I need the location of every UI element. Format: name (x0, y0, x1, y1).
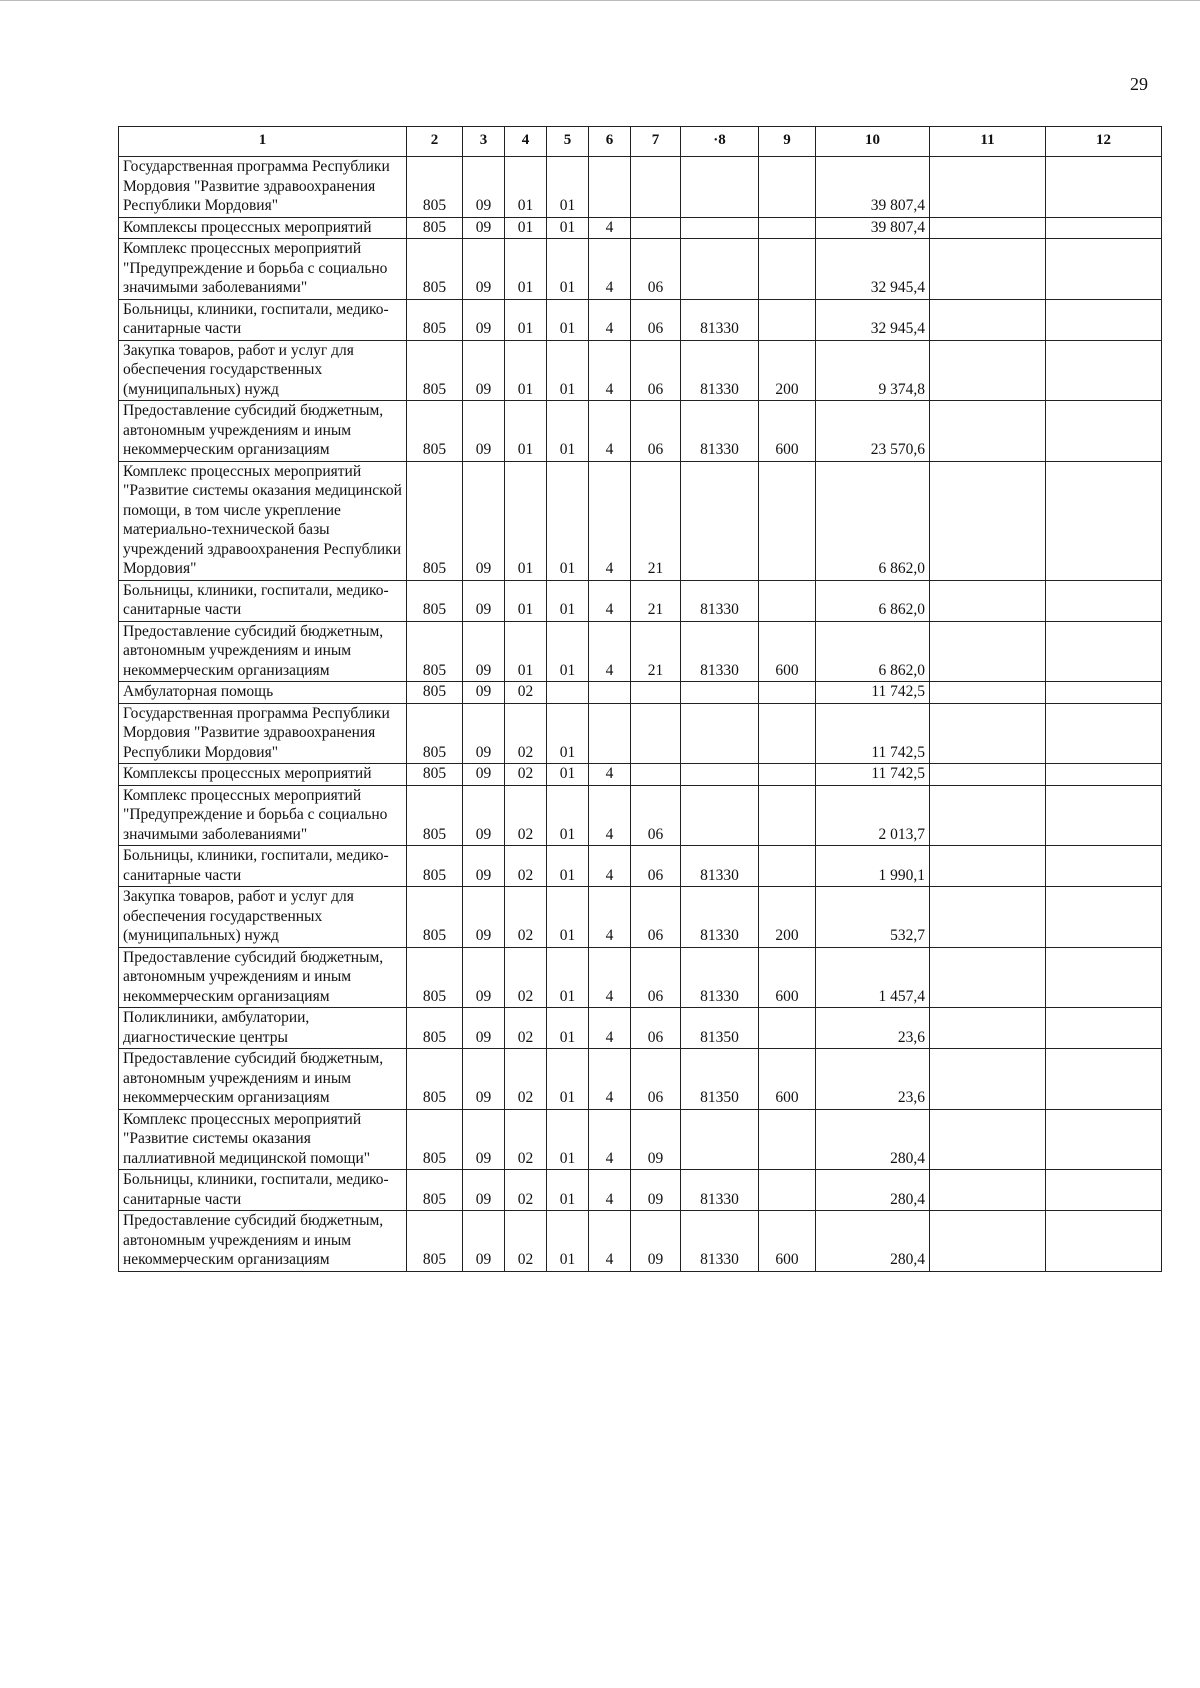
col8-code: 81350 (681, 1008, 759, 1049)
col5-code: 01 (547, 764, 589, 786)
col7-code (631, 703, 681, 764)
row-name: Государственная программа Республики Мордовия "Развитие здравоохранения Республики Мордовия" (119, 157, 407, 218)
col10-amount: 6 862,0 (816, 621, 930, 682)
col11-amount (930, 846, 1046, 887)
col12-amount (1046, 401, 1162, 462)
col11-amount (930, 887, 1046, 948)
col8-code (681, 217, 759, 239)
col5-code: 01 (547, 1109, 589, 1170)
col7-code: 09 (631, 1109, 681, 1170)
col7-code: 06 (631, 299, 681, 340)
col2-code: 805 (407, 764, 463, 786)
col10-amount: 23,6 (816, 1049, 930, 1110)
col8-code (681, 682, 759, 704)
col11-amount (930, 1008, 1046, 1049)
col11-amount (930, 1109, 1046, 1170)
col7-code (631, 764, 681, 786)
row-name: Больницы, клиники, госпитали, медико-санитарные части (119, 299, 407, 340)
col11-amount (930, 703, 1046, 764)
col9-code (759, 846, 816, 887)
page-number: 29 (1130, 74, 1148, 94)
col2-code: 805 (407, 461, 463, 580)
col8-code (681, 239, 759, 300)
col11-amount (930, 401, 1046, 462)
table-row (119, 703, 1162, 764)
col9-code (759, 239, 816, 300)
col9-code (759, 1170, 816, 1211)
row-name: Больницы, клиники, госпитали, медико-санитарные части (119, 846, 407, 887)
col2-code: 805 (407, 340, 463, 401)
col7-code: 06 (631, 1008, 681, 1049)
col7-code: 06 (631, 401, 681, 462)
col4-code: 01 (505, 621, 547, 682)
col6-code: 4 (589, 846, 631, 887)
col11-amount (930, 764, 1046, 786)
col3-code: 09 (463, 682, 505, 704)
row-name: Предоставление субсидий бюджетным, автономным учреждениям и иным некоммерческим организациям (119, 1211, 407, 1272)
table-row (119, 621, 1162, 682)
col12-amount (1046, 1109, 1162, 1170)
col12-amount (1046, 621, 1162, 682)
table-row (119, 1211, 1162, 1272)
col3-code: 09 (463, 703, 505, 764)
table-row (119, 764, 1162, 786)
col7-code: 21 (631, 580, 681, 621)
row-name: Комплексы процессных мероприятий (119, 764, 407, 786)
col3-code: 09 (463, 1211, 505, 1272)
col7-code: 06 (631, 785, 681, 846)
col10-amount: 2 013,7 (816, 785, 930, 846)
col2-code: 805 (407, 846, 463, 887)
col3-code: 09 (463, 846, 505, 887)
col6-code: 4 (589, 1109, 631, 1170)
col2-code: 805 (407, 299, 463, 340)
col5-code: 01 (547, 461, 589, 580)
col-header-4: 4 (505, 127, 547, 157)
col6-code: 4 (589, 947, 631, 1008)
table-row (119, 682, 1162, 704)
col5-code: 01 (547, 947, 589, 1008)
col7-code: 06 (631, 947, 681, 1008)
col2-code: 805 (407, 401, 463, 462)
col3-code: 09 (463, 340, 505, 401)
col-header-12: 12 (1046, 127, 1162, 157)
col7-code (631, 682, 681, 704)
col6-code: 4 (589, 764, 631, 786)
col4-code: 02 (505, 682, 547, 704)
col10-amount: 11 742,5 (816, 703, 930, 764)
col4-code: 02 (505, 1170, 547, 1211)
col10-amount: 32 945,4 (816, 299, 930, 340)
col-header-6: 6 (589, 127, 631, 157)
col4-code: 02 (505, 947, 547, 1008)
col9-code: 200 (759, 887, 816, 948)
col3-code: 09 (463, 239, 505, 300)
col8-code: 81330 (681, 1211, 759, 1272)
col3-code: 09 (463, 580, 505, 621)
col4-code: 02 (505, 785, 547, 846)
col3-code: 09 (463, 157, 505, 218)
row-name: Комплекс процессных мероприятий "Предупреждение и борьба с социально значимыми заболеваниями" (119, 239, 407, 300)
col9-code (759, 217, 816, 239)
col5-code: 01 (547, 239, 589, 300)
col5-code: 01 (547, 703, 589, 764)
col5-code: 01 (547, 1211, 589, 1272)
col11-amount (930, 239, 1046, 300)
row-name: Комплексы процессных мероприятий (119, 217, 407, 239)
col9-code (759, 157, 816, 218)
col9-code (759, 1109, 816, 1170)
col5-code: 01 (547, 887, 589, 948)
col5-code: 01 (547, 157, 589, 218)
col7-code: 21 (631, 621, 681, 682)
col4-code: 02 (505, 703, 547, 764)
col9-code: 600 (759, 401, 816, 462)
col4-code: 02 (505, 1049, 547, 1110)
col5-code: 01 (547, 1170, 589, 1211)
table-row (119, 461, 1162, 580)
budget-table (118, 126, 1162, 1272)
table-row (119, 299, 1162, 340)
col12-amount (1046, 887, 1162, 948)
col8-code (681, 461, 759, 580)
table-row (119, 785, 1162, 846)
table-row (119, 157, 1162, 218)
col4-code: 01 (505, 401, 547, 462)
col8-code: 81330 (681, 947, 759, 1008)
col2-code: 805 (407, 1211, 463, 1272)
col5-code: 01 (547, 340, 589, 401)
col4-code: 01 (505, 580, 547, 621)
col12-amount (1046, 703, 1162, 764)
col3-code: 09 (463, 764, 505, 786)
col10-amount: 532,7 (816, 887, 930, 948)
col-header-5: 5 (547, 127, 589, 157)
col9-code: 600 (759, 621, 816, 682)
col10-amount: 11 742,5 (816, 764, 930, 786)
col2-code: 805 (407, 682, 463, 704)
col2-code: 805 (407, 887, 463, 948)
col4-code: 02 (505, 764, 547, 786)
col2-code: 805 (407, 217, 463, 239)
col-header-10: 10 (816, 127, 930, 157)
col12-amount (1046, 1211, 1162, 1272)
col8-code: 81330 (681, 887, 759, 948)
col9-code: 200 (759, 340, 816, 401)
col4-code: 01 (505, 157, 547, 218)
col10-amount: 280,4 (816, 1170, 930, 1211)
col9-code (759, 764, 816, 786)
col9-code (759, 785, 816, 846)
row-name: Больницы, клиники, госпитали, медико-санитарные части (119, 580, 407, 621)
table-row (119, 947, 1162, 1008)
table-row (119, 1170, 1162, 1211)
col7-code: 06 (631, 887, 681, 948)
col7-code: 09 (631, 1211, 681, 1272)
table-row (119, 1049, 1162, 1110)
col9-code: 600 (759, 1211, 816, 1272)
col2-code: 805 (407, 785, 463, 846)
col2-code: 805 (407, 1049, 463, 1110)
table-row (119, 239, 1162, 300)
col8-code (681, 764, 759, 786)
col3-code: 09 (463, 1008, 505, 1049)
col11-amount (930, 1211, 1046, 1272)
col2-code: 805 (407, 1109, 463, 1170)
col4-code: 01 (505, 340, 547, 401)
col11-amount (930, 1049, 1046, 1110)
row-name: Государственная программа Республики Мордовия "Развитие здравоохранения Республики Мордовия" (119, 703, 407, 764)
col6-code: 4 (589, 621, 631, 682)
row-name: Предоставление субсидий бюджетным, автономным учреждениям и иным некоммерческим организациям (119, 947, 407, 1008)
col4-code: 02 (505, 887, 547, 948)
col12-amount (1046, 239, 1162, 300)
table-row (119, 1008, 1162, 1049)
row-name: Закупка товаров, работ и услуг для обеспечения государственных (муниципальных) нужд (119, 340, 407, 401)
col2-code: 805 (407, 621, 463, 682)
col11-amount (930, 785, 1046, 846)
col10-amount: 23 570,6 (816, 401, 930, 462)
col2-code: 805 (407, 1170, 463, 1211)
col5-code: 01 (547, 217, 589, 239)
col-header-1: 1 (119, 127, 407, 157)
col12-amount (1046, 947, 1162, 1008)
col9-code (759, 299, 816, 340)
col12-amount (1046, 299, 1162, 340)
col10-amount: 280,4 (816, 1109, 930, 1170)
col6-code: 4 (589, 1008, 631, 1049)
col8-code: 81330 (681, 1170, 759, 1211)
col-header-8: ·8 (681, 127, 759, 157)
col9-code (759, 703, 816, 764)
col11-amount (930, 299, 1046, 340)
col3-code: 09 (463, 621, 505, 682)
col12-amount (1046, 1008, 1162, 1049)
col6-code (589, 157, 631, 218)
col10-amount: 6 862,0 (816, 461, 930, 580)
col3-code: 09 (463, 299, 505, 340)
col4-code: 02 (505, 1109, 547, 1170)
col5-code: 01 (547, 1008, 589, 1049)
col3-code: 09 (463, 785, 505, 846)
col-header-9: 9 (759, 127, 816, 157)
scan-top-edge (0, 0, 1200, 1)
col2-code: 805 (407, 239, 463, 300)
col4-code: 02 (505, 1008, 547, 1049)
col12-amount (1046, 1049, 1162, 1110)
col4-code: 01 (505, 461, 547, 580)
col8-code: 81330 (681, 340, 759, 401)
col9-code (759, 580, 816, 621)
col10-amount: 23,6 (816, 1008, 930, 1049)
col6-code: 4 (589, 239, 631, 300)
table-row (119, 887, 1162, 948)
row-name: Закупка товаров, работ и услуг для обеспечения государственных (муниципальных) нужд (119, 887, 407, 948)
table-row (119, 401, 1162, 462)
col12-amount (1046, 682, 1162, 704)
col11-amount (930, 340, 1046, 401)
col6-code: 4 (589, 887, 631, 948)
col2-code: 805 (407, 580, 463, 621)
col9-code (759, 682, 816, 704)
col9-code: 600 (759, 1049, 816, 1110)
col-header-7: 7 (631, 127, 681, 157)
row-name: Поликлиники, амбулатории, диагностические центры (119, 1008, 407, 1049)
col12-amount (1046, 340, 1162, 401)
col9-code (759, 461, 816, 580)
col5-code: 01 (547, 1049, 589, 1110)
col6-code (589, 703, 631, 764)
col2-code: 805 (407, 947, 463, 1008)
col8-code (681, 785, 759, 846)
row-name: Комплекс процессных мероприятий "Развитие системы оказания паллиативной медицинской помощи" (119, 1109, 407, 1170)
col12-amount (1046, 1170, 1162, 1211)
col2-code: 805 (407, 157, 463, 218)
col8-code: 81330 (681, 580, 759, 621)
col10-amount: 280,4 (816, 1211, 930, 1272)
col6-code: 4 (589, 340, 631, 401)
col10-amount: 39 807,4 (816, 157, 930, 218)
col12-amount (1046, 580, 1162, 621)
col4-code: 01 (505, 217, 547, 239)
row-name: Амбулаторная помощь (119, 682, 407, 704)
col11-amount (930, 1170, 1046, 1211)
col7-code: 06 (631, 239, 681, 300)
col10-amount: 1 990,1 (816, 846, 930, 887)
col8-code: 81330 (681, 299, 759, 340)
col9-code (759, 1008, 816, 1049)
col12-amount (1046, 157, 1162, 218)
col7-code (631, 217, 681, 239)
col12-amount (1046, 217, 1162, 239)
col-header-11: 11 (930, 127, 1046, 157)
col8-code (681, 157, 759, 218)
row-name: Предоставление субсидий бюджетным, автономным учреждениям и иным некоммерческим организациям (119, 621, 407, 682)
col2-code: 805 (407, 703, 463, 764)
col6-code: 4 (589, 401, 631, 462)
header-row (119, 127, 1162, 157)
col10-amount: 39 807,4 (816, 217, 930, 239)
table-row (119, 846, 1162, 887)
col8-code: 81330 (681, 401, 759, 462)
col6-code: 4 (589, 217, 631, 239)
col5-code: 01 (547, 621, 589, 682)
col4-code: 01 (505, 299, 547, 340)
col2-code: 805 (407, 1008, 463, 1049)
col5-code: 01 (547, 401, 589, 462)
col8-code: 81330 (681, 621, 759, 682)
col3-code: 09 (463, 1170, 505, 1211)
row-name: Комплекс процессных мероприятий "Предупреждение и борьба с социально значимыми заболеваниями" (119, 785, 407, 846)
col7-code: 09 (631, 1170, 681, 1211)
col5-code: 01 (547, 299, 589, 340)
col6-code: 4 (589, 461, 631, 580)
col12-amount (1046, 785, 1162, 846)
col4-code: 02 (505, 846, 547, 887)
col3-code: 09 (463, 887, 505, 948)
col5-code (547, 682, 589, 704)
col5-code: 01 (547, 785, 589, 846)
col11-amount (930, 157, 1046, 218)
col12-amount (1046, 461, 1162, 580)
row-name: Комплекс процессных мероприятий "Развитие системы оказания медицинской помощи, в том числе укрепление материально-технической базы учреждений здравоохранения Республики Мордовия" (119, 461, 407, 580)
col6-code: 4 (589, 1170, 631, 1211)
col3-code: 09 (463, 217, 505, 239)
col12-amount (1046, 846, 1162, 887)
col6-code: 4 (589, 1049, 631, 1110)
table-row (119, 217, 1162, 239)
row-name: Предоставление субсидий бюджетным, автономным учреждениям и иным некоммерческим организациям (119, 401, 407, 462)
col10-amount: 6 862,0 (816, 580, 930, 621)
col8-code: 81330 (681, 846, 759, 887)
col8-code: 81350 (681, 1049, 759, 1110)
col11-amount (930, 217, 1046, 239)
col3-code: 09 (463, 461, 505, 580)
col10-amount: 1 457,4 (816, 947, 930, 1008)
col7-code: 21 (631, 461, 681, 580)
col4-code: 01 (505, 239, 547, 300)
col11-amount (930, 461, 1046, 580)
col-header-2: 2 (407, 127, 463, 157)
col8-code (681, 703, 759, 764)
col7-code: 06 (631, 340, 681, 401)
col4-code: 02 (505, 1211, 547, 1272)
col10-amount: 9 374,8 (816, 340, 930, 401)
col6-code: 4 (589, 299, 631, 340)
col5-code: 01 (547, 580, 589, 621)
col6-code: 4 (589, 785, 631, 846)
col11-amount (930, 621, 1046, 682)
col3-code: 09 (463, 1109, 505, 1170)
col3-code: 09 (463, 947, 505, 1008)
col-header-3: 3 (463, 127, 505, 157)
col7-code: 06 (631, 1049, 681, 1110)
row-name: Больницы, клиники, госпитали, медико-санитарные части (119, 1170, 407, 1211)
col11-amount (930, 947, 1046, 1008)
col10-amount: 11 742,5 (816, 682, 930, 704)
col3-code: 09 (463, 401, 505, 462)
col5-code: 01 (547, 846, 589, 887)
table-row (119, 340, 1162, 401)
table-row (119, 580, 1162, 621)
row-name: Предоставление субсидий бюджетным, автономным учреждениям и иным некоммерческим организациям (119, 1049, 407, 1110)
col6-code (589, 682, 631, 704)
col10-amount: 32 945,4 (816, 239, 930, 300)
col6-code: 4 (589, 580, 631, 621)
col7-code (631, 157, 681, 218)
col9-code: 600 (759, 947, 816, 1008)
col12-amount (1046, 764, 1162, 786)
col3-code: 09 (463, 1049, 505, 1110)
col11-amount (930, 580, 1046, 621)
col11-amount (930, 682, 1046, 704)
col8-code (681, 1109, 759, 1170)
col6-code: 4 (589, 1211, 631, 1272)
table-row (119, 1109, 1162, 1170)
col7-code: 06 (631, 846, 681, 887)
